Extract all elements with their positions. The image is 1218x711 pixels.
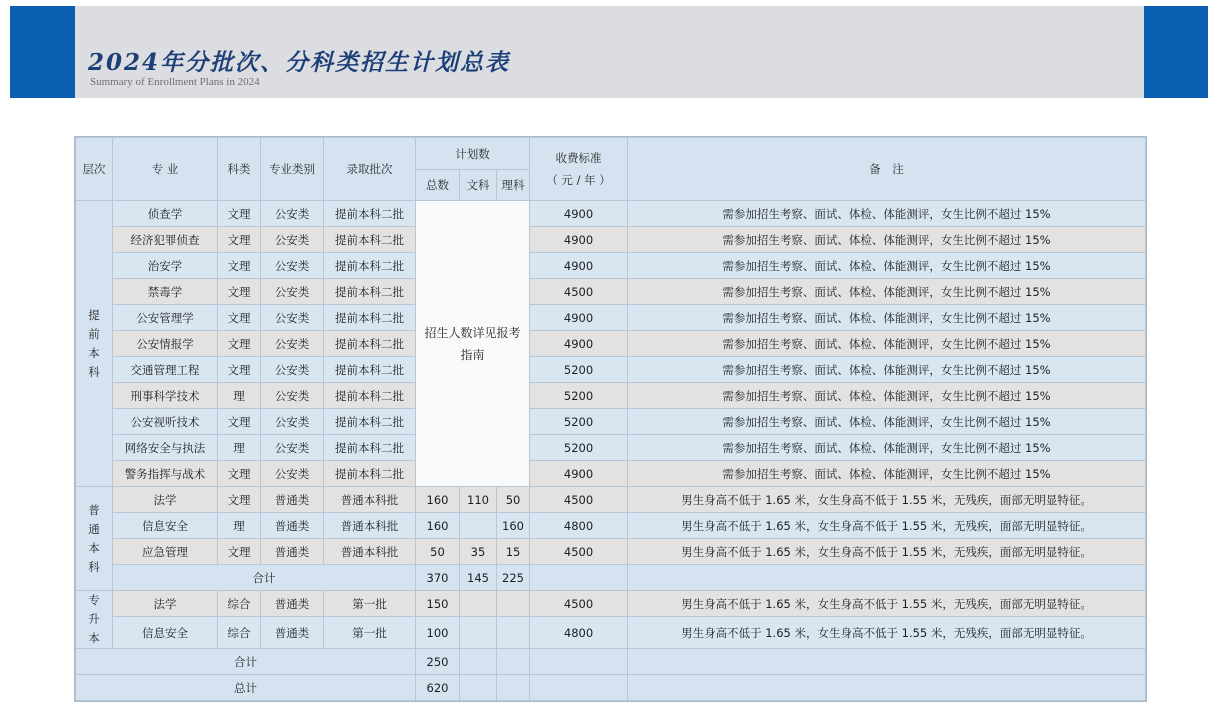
category-cell: 文理 (218, 201, 261, 227)
header-level: 层次 (76, 138, 113, 201)
level-cell (76, 201, 113, 487)
major-cell: 公安视听技术 (113, 409, 218, 435)
major-cell: 刑事科学技术 (113, 383, 218, 409)
arts-cell (460, 591, 497, 617)
table-row (76, 279, 1146, 305)
banner-accent-left (10, 6, 75, 98)
category-cell: 文理 (218, 331, 261, 357)
arts-cell: 110 (460, 487, 497, 513)
fee-cell: 4900 (530, 227, 628, 253)
major-type-cell: 公安类 (261, 435, 324, 461)
table-row (76, 617, 1146, 649)
major-type-cell: 公安类 (261, 383, 324, 409)
grand-total-value: 620 (416, 675, 460, 701)
header-major: 专 业 (113, 138, 218, 201)
science-cell (497, 591, 530, 617)
fee-cell: 4900 (530, 461, 628, 487)
category-cell: 文理 (218, 461, 261, 487)
batch-cell: 提前本科二批 (324, 305, 416, 331)
note-cell: 需参加招生考察、面试、体检、体能测评，女生比例不超过 15% (628, 305, 1146, 331)
category-cell: 文理 (218, 227, 261, 253)
category-cell: 文理 (218, 279, 261, 305)
major-type-cell: 普通类 (261, 513, 324, 539)
category-cell: 理 (218, 435, 261, 461)
header-arts: 文科 (460, 170, 497, 201)
note-cell: 需参加招生考察、面试、体检、体能测评，女生比例不超过 15% (628, 357, 1146, 383)
note-cell: 需参加招生考察、面试、体检、体能测评，女生比例不超过 15% (628, 409, 1146, 435)
table-row (76, 357, 1146, 383)
level-label: 专升本 (88, 593, 100, 645)
major-cell: 治安学 (113, 253, 218, 279)
note-cell: 男生身高不低于 1.65 米，女生身高不低于 1.55 米，无残疾，面部无明显特征。 (628, 539, 1146, 565)
table-row (76, 253, 1146, 279)
major-type-cell: 公安类 (261, 305, 324, 331)
batch-cell: 提前本科二批 (324, 253, 416, 279)
major-cell: 法学 (113, 487, 218, 513)
batch-cell: 提前本科二批 (324, 409, 416, 435)
major-type-cell: 公安类 (261, 461, 324, 487)
fee-cell: 5200 (530, 409, 628, 435)
note-cell: 需参加招生考察、面试、体检、体能测评，女生比例不超过 15% (628, 383, 1146, 409)
grand-total-arts (460, 675, 497, 701)
subtotal-row (76, 649, 1146, 675)
subtotal-note (628, 649, 1146, 675)
grand-total-note (628, 675, 1146, 701)
major-type-cell: 公安类 (261, 227, 324, 253)
batch-cell: 提前本科二批 (324, 435, 416, 461)
major-type-cell: 普通类 (261, 617, 324, 649)
major-type-cell: 公安类 (261, 331, 324, 357)
table-row (76, 331, 1146, 357)
category-cell: 文理 (218, 409, 261, 435)
science-cell: 160 (497, 513, 530, 539)
fee-cell: 4500 (530, 487, 628, 513)
total-cell: 150 (416, 591, 460, 617)
category-cell: 综合 (218, 591, 261, 617)
subtotal-fee (530, 565, 628, 591)
subtotal-note (628, 565, 1146, 591)
fee-cell: 4800 (530, 513, 628, 539)
subtotal-total: 370 (416, 565, 460, 591)
fee-cell: 4900 (530, 253, 628, 279)
subtotal-arts (460, 649, 497, 675)
major-cell: 交通管理工程 (113, 357, 218, 383)
fee-cell: 4500 (530, 279, 628, 305)
subtotal-science: 225 (497, 565, 530, 591)
fee-cell: 4900 (530, 331, 628, 357)
header-category: 科类 (218, 138, 261, 201)
fee-cell: 4500 (530, 539, 628, 565)
merged-plan-cell (416, 201, 530, 487)
total-cell: 50 (416, 539, 460, 565)
category-cell: 理 (218, 383, 261, 409)
major-cell: 经济犯罪侦查 (113, 227, 218, 253)
batch-cell: 普通本科批 (324, 539, 416, 565)
table-body (76, 201, 1146, 701)
major-type-cell: 公安类 (261, 409, 324, 435)
grand-total-science (497, 675, 530, 701)
merged-plan-text: 招生人数详见报考指南 (424, 325, 521, 362)
header-banner (10, 6, 1208, 98)
table-row (76, 513, 1146, 539)
banner-accent-right (1144, 6, 1208, 98)
header-total: 总数 (416, 170, 460, 201)
subtotal-row (76, 565, 1146, 591)
note-cell: 需参加招生考察、面试、体检、体能测评，女生比例不超过 15% (628, 227, 1146, 253)
table-row (76, 305, 1146, 331)
fee-cell: 4900 (530, 201, 628, 227)
major-cell: 法学 (113, 591, 218, 617)
arts-cell: 35 (460, 539, 497, 565)
page-subtitle: Summary of Enrollment Plans in 2024 (90, 76, 260, 88)
subtotal-science (497, 649, 530, 675)
category-cell: 理 (218, 513, 261, 539)
table-row (76, 383, 1146, 409)
note-cell: 男生身高不低于 1.65 米，女生身高不低于 1.55 米，无残疾，面部无明显特征。 (628, 617, 1146, 649)
batch-cell: 提前本科二批 (324, 461, 416, 487)
header-fee-line1: 收费标准 (555, 151, 602, 165)
header-science: 理科 (497, 170, 530, 201)
major-cell: 侦查学 (113, 201, 218, 227)
table-row (76, 591, 1146, 617)
total-cell: 100 (416, 617, 460, 649)
fee-cell: 5200 (530, 435, 628, 461)
science-cell: 15 (497, 539, 530, 565)
enrollment-plan-table (74, 136, 1147, 702)
level-label: 普通本科 (88, 502, 100, 574)
batch-cell: 提前本科二批 (324, 357, 416, 383)
level-cell (76, 591, 113, 649)
subtotal-total: 250 (416, 649, 460, 675)
fee-cell: 4500 (530, 591, 628, 617)
arts-cell (460, 617, 497, 649)
major-type-cell: 普通类 (261, 539, 324, 565)
major-type-cell: 公安类 (261, 279, 324, 305)
note-cell: 男生身高不低于 1.65 米，女生身高不低于 1.55 米，无残疾，面部无明显特征。 (628, 487, 1146, 513)
category-cell: 文理 (218, 253, 261, 279)
science-cell: 50 (497, 487, 530, 513)
table-row (76, 487, 1146, 513)
grand-total-fee (530, 675, 628, 701)
batch-cell: 普通本科批 (324, 487, 416, 513)
major-type-cell: 普通类 (261, 591, 324, 617)
note-cell: 男生身高不低于 1.65 米，女生身高不低于 1.55 米，无残疾，面部无明显特征。 (628, 591, 1146, 617)
table-row (76, 435, 1146, 461)
table-row (76, 539, 1146, 565)
note-cell: 需参加招生考察、面试、体检、体能测评，女生比例不超过 15% (628, 435, 1146, 461)
fee-cell: 4900 (530, 305, 628, 331)
table-row (76, 201, 1146, 227)
major-cell: 公安管理学 (113, 305, 218, 331)
grand-total-row (76, 675, 1146, 701)
batch-cell: 提前本科二批 (324, 201, 416, 227)
note-cell: 需参加招生考察、面试、体检、体能测评，女生比例不超过 15% (628, 461, 1146, 487)
subtotal-label: 合计 (76, 649, 416, 675)
major-cell: 禁毒学 (113, 279, 218, 305)
major-cell: 应急管理 (113, 539, 218, 565)
batch-cell: 第一批 (324, 591, 416, 617)
major-cell: 公安情报学 (113, 331, 218, 357)
grand-total-label: 总计 (76, 675, 416, 701)
total-cell: 160 (416, 487, 460, 513)
category-cell: 文理 (218, 357, 261, 383)
note-cell: 需参加招生考察、面试、体检、体能测评，女生比例不超过 15% (628, 253, 1146, 279)
category-cell: 综合 (218, 617, 261, 649)
science-cell (497, 617, 530, 649)
major-cell: 信息安全 (113, 617, 218, 649)
fee-cell: 5200 (530, 357, 628, 383)
major-cell: 网络安全与执法 (113, 435, 218, 461)
fee-cell: 4800 (530, 617, 628, 649)
fee-cell: 5200 (530, 383, 628, 409)
major-type-cell: 公安类 (261, 357, 324, 383)
table-row (76, 409, 1146, 435)
total-cell: 160 (416, 513, 460, 539)
major-type-cell: 公安类 (261, 201, 324, 227)
note-cell: 需参加招生考察、面试、体检、体能测评，女生比例不超过 15% (628, 279, 1146, 305)
category-cell: 文理 (218, 305, 261, 331)
level-label: 提前本科 (88, 307, 100, 379)
batch-cell: 提前本科二批 (324, 331, 416, 357)
subtotal-fee (530, 649, 628, 675)
batch-cell: 提前本科二批 (324, 279, 416, 305)
note-cell: 需参加招生考察、面试、体检、体能测评，女生比例不超过 15% (628, 201, 1146, 227)
header-fee (530, 138, 628, 201)
table-row (76, 227, 1146, 253)
table-row (76, 461, 1146, 487)
category-cell: 文理 (218, 487, 261, 513)
header-major-type: 专业类别 (261, 138, 324, 201)
major-cell: 警务指挥与战术 (113, 461, 218, 487)
subtotal-arts: 145 (460, 565, 497, 591)
header-fee-line2: （ 元 / 年 ） (546, 173, 611, 187)
page-title: 2024年分批次、分科类招生计划总表 (88, 49, 511, 76)
arts-cell (460, 513, 497, 539)
batch-cell: 普通本科批 (324, 513, 416, 539)
subtotal-label: 合计 (113, 565, 416, 591)
header-notes: 备 注 (628, 138, 1146, 201)
batch-cell: 第一批 (324, 617, 416, 649)
level-cell (76, 487, 113, 591)
batch-cell: 提前本科二批 (324, 383, 416, 409)
major-type-cell: 公安类 (261, 253, 324, 279)
header-plan: 计划数 (416, 138, 530, 170)
header-batch: 录取批次 (324, 138, 416, 201)
note-cell: 需参加招生考察、面试、体检、体能测评，女生比例不超过 15% (628, 331, 1146, 357)
batch-cell: 提前本科二批 (324, 227, 416, 253)
category-cell: 文理 (218, 539, 261, 565)
major-type-cell: 普通类 (261, 487, 324, 513)
note-cell: 男生身高不低于 1.65 米，女生身高不低于 1.55 米，无残疾，面部无明显特征。 (628, 513, 1146, 539)
major-cell: 信息安全 (113, 513, 218, 539)
